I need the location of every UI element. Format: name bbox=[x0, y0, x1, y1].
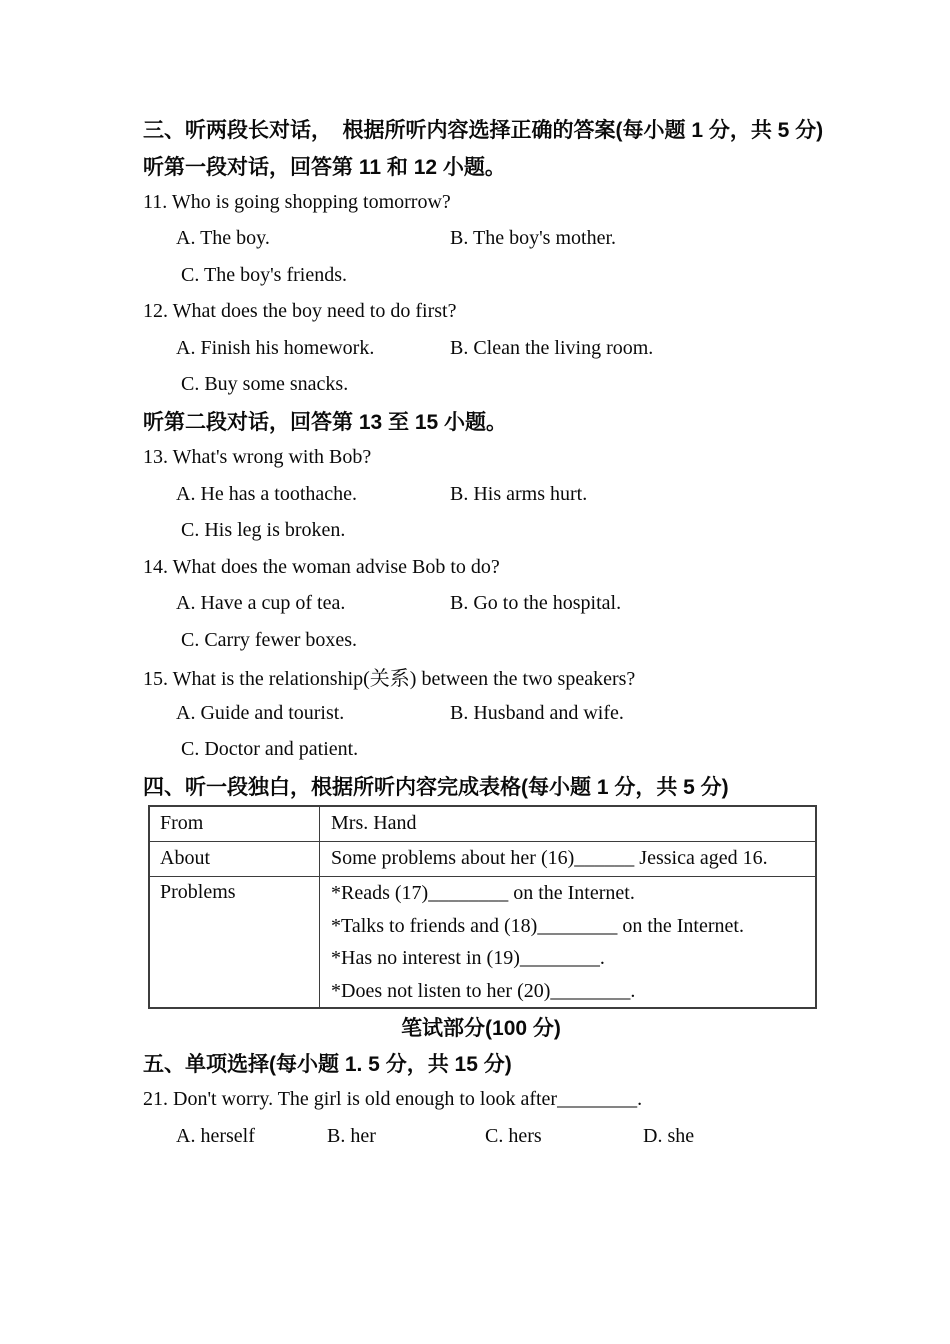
question-12-option-b: B. Clean the living room. bbox=[450, 336, 654, 359]
table-row-problems bbox=[150, 876, 815, 1007]
question-14-option-c: C. Carry fewer boxes. bbox=[181, 628, 358, 651]
table-row-problems-label: Problems bbox=[160, 881, 236, 904]
section3-subheading-1: 听第一段对话，回答第 11 和 12 小题。 bbox=[143, 155, 506, 179]
question-13-option-b: B. His arms hurt. bbox=[450, 482, 588, 505]
question-21-options bbox=[143, 1118, 819, 1155]
table-row-from-line: Mrs. Hand bbox=[331, 812, 417, 834]
problems-line-4: *Does not listen to her (20)________. bbox=[331, 979, 636, 1002]
question-15-text: 15. What is the relationship(关系) between the two speakers? bbox=[143, 668, 636, 691]
question-13-options-c bbox=[143, 513, 819, 550]
question-15-options-c bbox=[143, 732, 819, 769]
question-11-text: 11. Who is going shopping tomorrow? bbox=[143, 190, 451, 213]
question-13-option-a: A. He has a toothache. bbox=[176, 482, 358, 505]
table-row-about-line: Some problems about her (16)______ Jessica aged 16. bbox=[331, 847, 768, 869]
question-12-option-a: A. Finish his homework. bbox=[176, 336, 375, 359]
question-15-option-b: B. Husband and wife. bbox=[450, 701, 624, 724]
problems-line-1: *Reads (17)________ on the Internet. bbox=[331, 882, 635, 905]
problems-line-3: *Has no interest in (19)________. bbox=[331, 947, 605, 970]
written-part-banner: 笔试部分(100 分) bbox=[401, 1016, 561, 1040]
question-21-option-d: D. she bbox=[643, 1124, 695, 1147]
question-21-option-c: C. hers bbox=[485, 1124, 542, 1147]
question-11-options-c bbox=[143, 257, 819, 294]
question-11-options-ab bbox=[143, 221, 819, 258]
listening-table bbox=[148, 805, 817, 1009]
question-11-option-b: B. The boy's mother. bbox=[450, 227, 617, 250]
question-15-option-c: C. Doctor and patient. bbox=[181, 738, 359, 761]
question-14-options-c bbox=[143, 622, 819, 659]
section5-heading: 五、单项选择(每小题 1. 5 分，共 15 分) bbox=[143, 1053, 512, 1077]
section3-subheading-2: 听第二段对话，回答第 13 至 15 小题。 bbox=[143, 411, 508, 435]
table-row-about-label: About bbox=[160, 847, 210, 869]
question-21-option-a: A. herself bbox=[176, 1124, 255, 1147]
question-21-text: 21. Don't worry. The girl is old enough to look after________. bbox=[143, 1088, 643, 1111]
question-14-options-ab bbox=[143, 586, 819, 623]
problems-line-2: *Talks to friends and (18)________ on the Internet. bbox=[331, 914, 744, 937]
question-14-text: 14. What does the woman advise Bob to do? bbox=[143, 555, 500, 578]
question-21-option-b: B. her bbox=[327, 1124, 376, 1147]
question-11-option-c: C. The boy's friends. bbox=[181, 263, 347, 286]
question-14-option-a: A. Have a cup of tea. bbox=[176, 592, 346, 615]
table-row-from bbox=[150, 807, 815, 841]
question-13-options-ab bbox=[143, 476, 819, 513]
table-row-problems-value bbox=[319, 877, 815, 1008]
table-row-from-value bbox=[319, 807, 815, 841]
question-14-option-b: B. Go to the hospital. bbox=[450, 592, 622, 615]
section3-heading: 三、听两段长对话， 根据所听内容选择正确的答案(每小题 1 分，共 5 分) bbox=[143, 119, 824, 143]
table-row-from-label: From bbox=[160, 812, 204, 834]
question-15-options-ab bbox=[143, 695, 819, 732]
question-11-option-a: A. The boy. bbox=[176, 227, 270, 250]
question-13-option-c: C. His leg is broken. bbox=[181, 519, 346, 542]
question-12-option-c: C. Buy some snacks. bbox=[181, 373, 349, 396]
question-12-options-c bbox=[143, 367, 819, 404]
section4-heading: 四、听一段独白，根据所听内容完成表格(每小题 1 分，共 5 分) bbox=[143, 776, 729, 800]
question-15-option-a: A. Guide and tourist. bbox=[176, 701, 345, 724]
table-row-about-value bbox=[319, 842, 815, 876]
question-12-text: 12. What does the boy need to do first? bbox=[143, 300, 457, 323]
table-row-about bbox=[150, 841, 815, 876]
question-13-text: 13. What's wrong with Bob? bbox=[143, 446, 372, 469]
question-12-options-ab bbox=[143, 330, 819, 367]
page-content bbox=[143, 111, 824, 1155]
